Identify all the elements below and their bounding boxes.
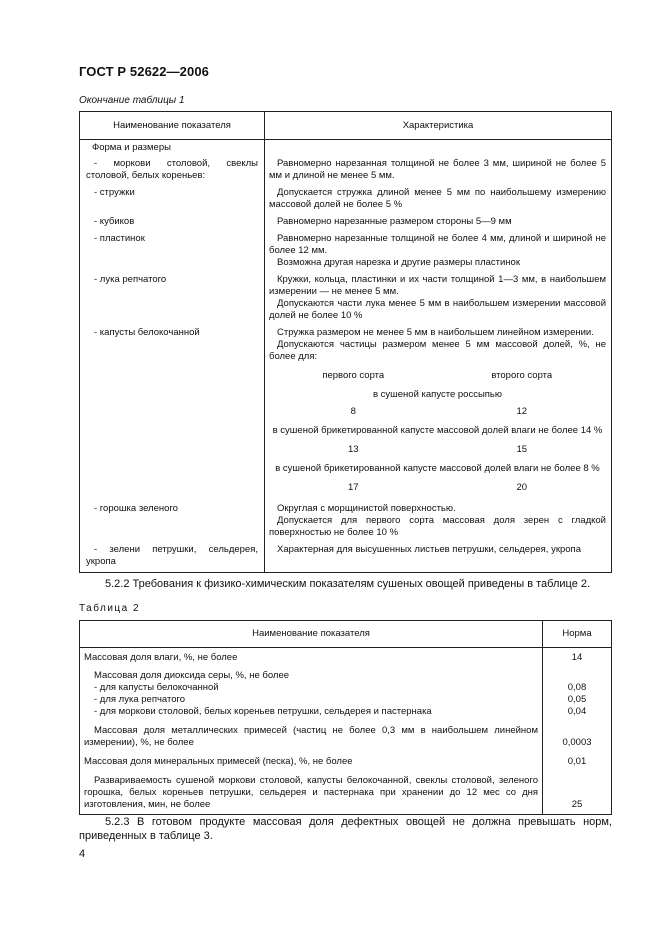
page-number: 4 [79, 848, 86, 860]
table-row [80, 500, 612, 541]
table-row [80, 541, 612, 573]
grade-first: первого сорта [322, 370, 385, 381]
table-row [80, 324, 612, 500]
table1 [79, 111, 612, 573]
values-brick8 [269, 482, 606, 494]
row-char: Допускаются части лука менее 5 мм в наибольшем измерении массовой долей не более 10 % [269, 298, 606, 321]
row-char: Допускаются частицы размером менее 5 мм массовой долей, %, не более для: [269, 339, 606, 362]
table-row [80, 230, 612, 271]
subcondition-brick8: в сушеной брикетированной капусте массовой долей влаги не более 8 % [275, 463, 600, 474]
value-second: 12 [516, 406, 528, 417]
table1-caption: Окончание таблицы 1 [79, 95, 185, 106]
table-row [80, 648, 612, 667]
row-char: Допускается для первого сорта массовая доля зерен с гладкой поверхностью не более 10 % [269, 515, 606, 538]
values-loose [269, 406, 606, 418]
subcondition-loose: в сушеной капусте россыпью [372, 389, 503, 400]
table-row [80, 271, 612, 324]
values-brick14 [269, 444, 606, 456]
value-second: 20 [516, 482, 528, 493]
table2-col-name: Наименование показателя [80, 621, 543, 648]
grade-header [269, 370, 606, 382]
row-name: - стружки [94, 187, 135, 198]
row-char: Округлая с морщинистой поверхностью. [277, 503, 456, 514]
table-row [80, 770, 612, 815]
row-name: Массовая доля металлических примесей (частиц не более 0,3 мм в наибольшем линейном измерении), %, не более [84, 725, 538, 748]
row-name: - пластинок [94, 233, 145, 244]
row-value: 14 [543, 648, 612, 667]
row-char: Кружки, кольца, пластинки и их части толщиной 1—3 мм, в наибольшем измерении — не менее 5 мм. [269, 274, 606, 297]
value-first: 13 [347, 444, 359, 455]
row-char: Стружка размером не менее 5 мм в наибольшем линейном измерении. [277, 327, 594, 338]
row-value: 0,01 [543, 751, 612, 770]
table-row [80, 156, 612, 184]
table-row [80, 720, 612, 751]
row-value: 0,05 [567, 694, 587, 705]
row-subitem: - для моркови столовой, белых кореньев петрушки, сельдерея и пастернака [94, 706, 432, 717]
document-id: ГОСТ Р 52622—2006 [79, 64, 209, 79]
row-subitem: - для лука репчатого [94, 694, 186, 705]
row-subitem: - для капусты белокочанной [94, 682, 219, 693]
table1-col-char: Характеристика [265, 112, 612, 140]
grade-second: второго сорта [491, 370, 553, 381]
row-value: 0,04 [567, 706, 587, 717]
row-name: - горошка зеленого [94, 503, 178, 514]
value-second: 15 [516, 444, 528, 455]
table1-header-row [80, 112, 612, 140]
table1-col-name: Наименование показателя [80, 112, 265, 140]
table-row [80, 751, 612, 770]
row-value: 0,0003 [543, 720, 612, 751]
row-name: - капусты белокочанной [94, 327, 200, 338]
row-name: - кубиков [94, 216, 135, 227]
table1-section: Форма и размеры [80, 140, 265, 157]
row-name: - лука репчатого [94, 274, 167, 285]
row-char: Равномерно нарезанные размером стороны 5—9 мм [277, 216, 512, 227]
row-name: Развариваемость сушеной моркови столовой, капусты белокочанной, свеклы столовой, зеленого горошка, белых кореньев петрушки, сельдерея и пастернака при хранении до 12 мес со дня изготовления, мин, не более [84, 775, 538, 810]
table2-col-norm: Норма [543, 621, 612, 648]
table-row [80, 184, 612, 213]
value-first: 17 [347, 482, 359, 493]
row-char: Допускается стружка длиной менее 5 мм по наибольшему измерению массовой долей не более 5 % [269, 187, 606, 210]
table2-header-row [80, 621, 612, 648]
paragraph-5-2-2: 5.2.2 Требования к физико-химическим показателям сушеных овощей приведены в таблице 2. [105, 578, 591, 590]
table-row [80, 666, 612, 720]
row-char: Характерная для высушенных листьев петрушки, сельдерея, укропа [277, 544, 581, 555]
row-char: Возможна другая нарезка и другие размеры пластинок [277, 257, 520, 268]
row-value: 25 [543, 770, 612, 815]
row-name: - зелени петрушки, сельдерея, укропа [86, 544, 258, 567]
subcondition-brick14: в сушеной брикетированной капусте массовой долей влаги не более 14 % [272, 425, 603, 436]
row-name: Массовая доля минеральных примесей (песка), %, не более [80, 751, 543, 770]
row-char: Равномерно нарезанные толщиной не более 4 мм, длиной и шириной не более 12 мм. [269, 233, 606, 256]
row-name: Массовая доля диоксида серы, %, не более [94, 670, 290, 681]
table2-caption: Таблица 2 [79, 603, 141, 614]
table2 [79, 620, 612, 815]
row-name: Массовая доля влаги, %, не более [80, 648, 543, 667]
table-row [80, 213, 612, 230]
row-char: Равномерно нарезанная толщиной не более 3 мм, шириной не более 5 мм и длиной не менее 5 мм. [269, 158, 606, 181]
row-value: 0,08 [567, 682, 587, 693]
row-name: - моркови столовой, свеклы столовой, белых кореньев: [86, 158, 258, 181]
value-first: 8 [350, 406, 356, 417]
table-row [80, 140, 612, 157]
paragraph-5-2-3: 5.2.3 В готовом продукте массовая доля дефектных овощей не должна превышать норм, приведенных в таблице 3. [79, 816, 612, 842]
